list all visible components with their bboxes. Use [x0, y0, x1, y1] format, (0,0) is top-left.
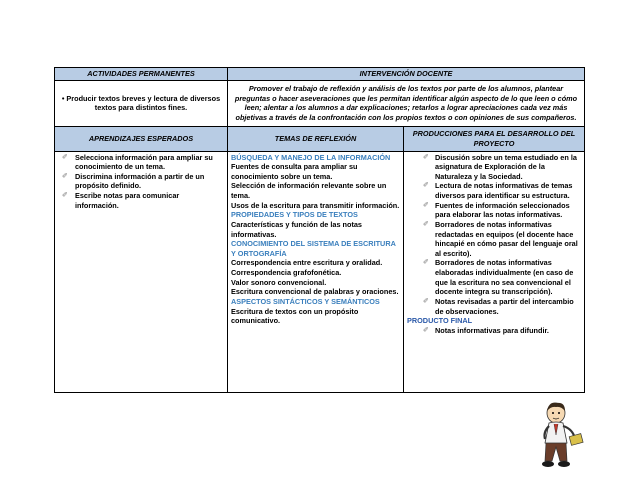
- tema-line: Escritura convencional de palabras y oraciones.: [231, 287, 399, 297]
- list-item: ✐ Escribe notas para comunicar información.: [62, 191, 180, 210]
- list-item: ✐ Notas informativas para difundir.: [423, 325, 549, 335]
- intervencion-cell: Promover el trabajo de reflexión y análisis de los textos por parte de los alumnos, plantear preguntas o hacer aseveraciones que les permitan identificar algún aspecto de lo que leen o cómo leen; alentar a los alumnos a dar explicaciones; retarlos a lograr apreciaciones cada vez más objetivas a través de la confrontación con los propios textos o con opiniones de sus compañeros.: [228, 81, 585, 127]
- list-item: ✐ Fuentes de información seleccionados para elaborar las notas informativas.: [423, 200, 570, 220]
- tema-line: Escritura de textos con un propósito comunicativo.: [231, 306, 359, 326]
- tema-line: Correspondencia entre escritura y oralidad.: [231, 258, 383, 268]
- aprendizajes-list: [58, 153, 224, 211]
- check-icon: ✐: [423, 326, 429, 334]
- header-aprendizajes: APRENDIZAJES ESPERADOS: [55, 126, 228, 151]
- tema-title: BÚSQUEDA Y MANEJO DE LA INFORMACIÓN: [231, 152, 391, 162]
- check-icon: ✐: [62, 153, 68, 161]
- tema-line: Usos de la escritura para transmitir información.: [231, 200, 400, 210]
- producciones-cell: [404, 151, 585, 392]
- check-icon: ✐: [423, 153, 429, 161]
- actividad-cell: • Producir textos breves y lectura de diversos textos para distintos fines.: [55, 81, 228, 127]
- header-temas: TEMAS DE REFLEXIÓN: [228, 126, 404, 151]
- list-item: ✐ Selecciona información para ampliar su conocimiento de un tema.: [62, 152, 213, 172]
- check-icon: ✐: [423, 201, 429, 209]
- tema-line: Correspondencia grafofonética.: [231, 268, 342, 277]
- check-icon: ✐: [423, 182, 429, 190]
- check-icon: ✐: [423, 259, 429, 267]
- list-item: ✐ Notas revisadas a partir del intercambio de observaciones.: [423, 296, 574, 316]
- tema-title: PROPIEDADES Y TIPOS DE TEXTOS: [231, 210, 358, 220]
- check-icon: ✐: [423, 297, 429, 305]
- header-producciones: PRODUCCIONES PARA EL DESARROLLO DEL PROYECTO: [404, 126, 585, 151]
- cartoon-student-illustration: [537, 399, 587, 474]
- producto-final-list: [407, 326, 581, 336]
- aprendizajes-cell: [55, 151, 228, 392]
- list-item: ✐ Lectura de notas informativas de temas diversos para identificar su estructura.: [423, 181, 573, 200]
- header-intervencion: INTERVENCIÓN DOCENTE: [228, 68, 585, 81]
- list-item: ✐ Borradores de notas informativas redactadas en equipos (el docente hace hincapié en cómo pasar del lenguaje oral al escrito).: [423, 219, 578, 258]
- producciones-list: [407, 153, 581, 317]
- header-actividades: ACTIVIDADES PERMANENTES: [55, 68, 228, 81]
- list-item: ✐ Discusión sobre un tema estudiado en la asignatura de Exploración de la Naturaleza y la Sociedad.: [423, 152, 577, 181]
- list-item: ✐ Borradores de notas informativas elaboradas individualmente (en caso de que la escritura no sea convencional el docente integra su transcripción).: [423, 258, 574, 297]
- check-icon: ✐: [62, 192, 68, 199]
- tema-line: Valor sonoro convencional.: [231, 277, 327, 287]
- tema-line: Características y función de las notas informativas.: [231, 219, 362, 239]
- list-item: ✐ Discrimina información a partir de un propósito definido.: [62, 171, 205, 191]
- tema-line: Selección de información relevante sobre un tema.: [231, 181, 387, 200]
- tema-title: ASPECTOS SINTÁCTICOS Y SEMÁNTICOS: [231, 296, 380, 306]
- temas-cell: [228, 151, 404, 392]
- planning-table: [54, 67, 585, 393]
- tema-line: Fuentes de consulta para ampliar su conocimiento sobre un tema.: [231, 162, 358, 181]
- producto-final-label: PRODUCTO FINAL: [407, 316, 473, 326]
- tema-title: CONOCIMIENTO DEL SISTEMA DE ESCRITURA Y ORTOGRAFÍA: [231, 239, 396, 258]
- check-icon: ✐: [423, 220, 429, 228]
- check-icon: ✐: [62, 172, 68, 180]
